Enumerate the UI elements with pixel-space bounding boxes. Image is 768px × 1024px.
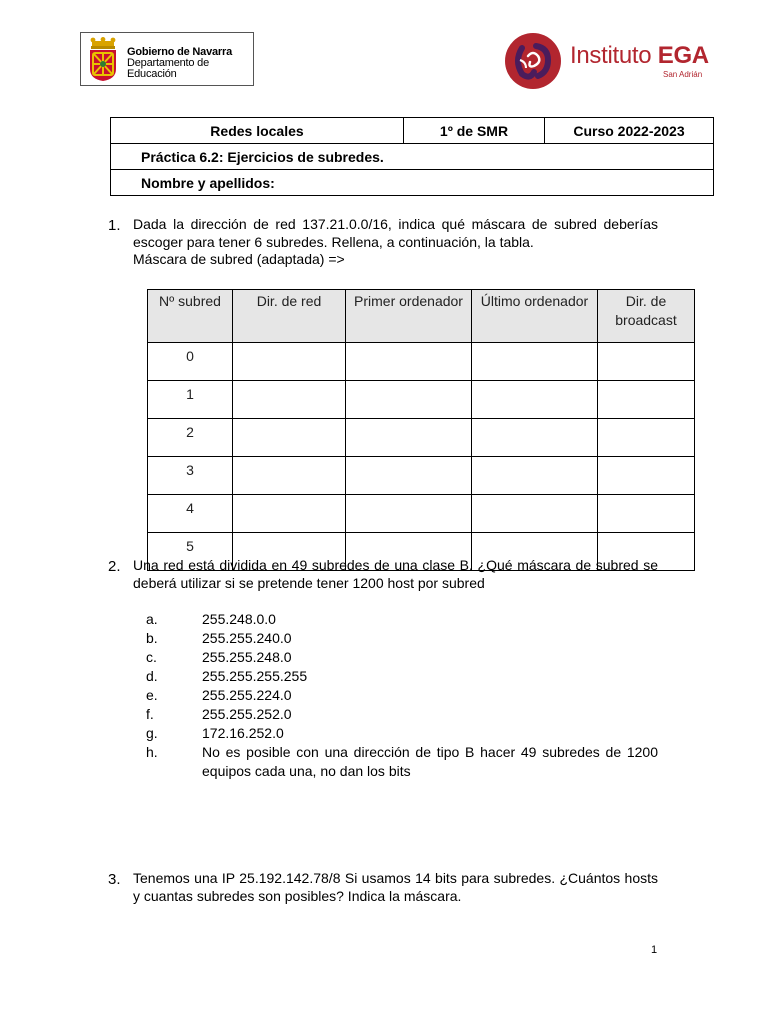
question-3-text: Tenemos una IP 25.192.142.78/8 Si usamos 14 bits para subredes. ¿Cuántos hosts y cuantas subredes son posibles? Indica la máscara. [133,870,658,904]
table-row [148,457,695,495]
option-value: No es posible con una dirección de tipo B hacer 49 subredes de 1200 equipos cada una, no dan los bits [202,744,658,779]
subnet-number-cell: 1 [148,381,233,419]
answer-cell[interactable] [472,381,598,419]
question-3-number: 3. [108,871,121,888]
instituto-ega-logo [504,30,709,90]
gov-line-3: Educación [127,68,177,80]
subnet-number-cell: 2 [148,419,233,457]
info-row-2 [111,144,714,170]
answer-cell[interactable] [598,381,695,419]
ega-subtitle: San Adrián [663,70,703,79]
question-1-number: 1. [108,217,121,234]
subnet-table-header [148,290,695,343]
subnet-number-cell: 0 [148,343,233,381]
ega-emblem-icon [504,32,562,90]
table-row [148,381,695,419]
col-header-subnet-number: Nº subred [148,290,233,343]
page-number: 1 [651,944,658,956]
navarra-coat-of-arms-icon [85,37,121,82]
info-row-1 [111,118,714,144]
answer-cell[interactable] [472,419,598,457]
answer-cell[interactable] [233,381,346,419]
answer-cell[interactable] [346,343,472,381]
answer-cell[interactable] [233,419,346,457]
option-letter: h. [146,744,158,760]
answer-cell[interactable] [598,457,695,495]
option-letter: c. [146,649,157,665]
answer-cell[interactable] [346,457,472,495]
answer-cell[interactable] [346,381,472,419]
answer-cell[interactable] [233,495,346,533]
table-row [148,343,695,381]
answer-cell[interactable] [233,343,346,381]
option-letter: a. [146,611,158,627]
answer-cell[interactable] [233,457,346,495]
option-value: 255.255.252.0 [202,706,292,722]
answer-cell[interactable] [598,419,695,457]
option-value: 255.255.248.0 [202,649,292,665]
gov-line-2: Departamento de [127,57,209,69]
answer-cell[interactable] [346,495,472,533]
subnet-number-cell: 3 [148,457,233,495]
ega-title [570,42,709,70]
answer-cell[interactable] [472,495,598,533]
question-2-number: 2. [108,558,121,575]
gobierno-navarra-logo [80,32,254,86]
answer-cell[interactable] [472,457,598,495]
option-value: 172.16.252.0 [202,725,284,741]
option-letter: f. [146,706,154,722]
option-letter: e. [146,687,158,703]
col-header-first-host: Primer ordenador [346,290,472,343]
answer-cell[interactable] [598,495,695,533]
subnet-table [147,289,695,571]
col-header-network-address: Dir. de red [233,290,346,343]
col-header-last-host: Último ordenador [472,290,598,343]
question-1-prompt: Dada la dirección de red 137.21.0.0/16, indica qué máscara de subred deberías escoger para tener 6 subredes. Rellena, a continuación, la tabla. [133,216,658,250]
school-year-cell: Curso 2022-2023 [545,118,714,144]
option-value: 255.255.240.0 [202,630,292,646]
ega-title-light: Instituto [570,42,652,69]
question-1-text [133,216,658,269]
gov-line-1: Gobierno de Navarra [127,46,233,58]
subject-cell: Redes locales [111,118,404,144]
practice-title-cell: Práctica 6.2: Ejercicios de subredes. [111,144,714,170]
info-row-3 [111,170,714,196]
subnet-number-cell: 5 [148,533,233,571]
option-letter: g. [146,725,158,741]
option-letter: d. [146,668,158,684]
subnet-number-cell: 4 [148,495,233,533]
table-row [148,495,695,533]
ega-title-bold: EGA [657,42,709,69]
option-value: 255.248.0.0 [202,611,276,627]
course-level-cell: 1º de SMR [404,118,545,144]
answer-cell[interactable] [472,343,598,381]
col-header-broadcast: Dir. de broadcast [598,290,695,343]
answer-cell[interactable] [346,419,472,457]
question-2-text: Una red está dividida en 49 subredes de una clase B. ¿Qué máscara de subred se deberá utilizar si se pretende tener 1200 host por subred [133,557,658,591]
option-letter: b. [146,630,158,646]
answer-cell[interactable] [598,343,695,381]
option-value: 255.255.224.0 [202,687,292,703]
name-label-cell: Nombre y apellidos: [111,170,714,196]
gobierno-navarra-text [127,47,232,80]
info-table [110,117,714,196]
table-row [148,419,695,457]
option-value: 255.255.255.255 [202,668,308,684]
question-1-mask-label: Máscara de subred (adaptada) => [133,251,345,267]
